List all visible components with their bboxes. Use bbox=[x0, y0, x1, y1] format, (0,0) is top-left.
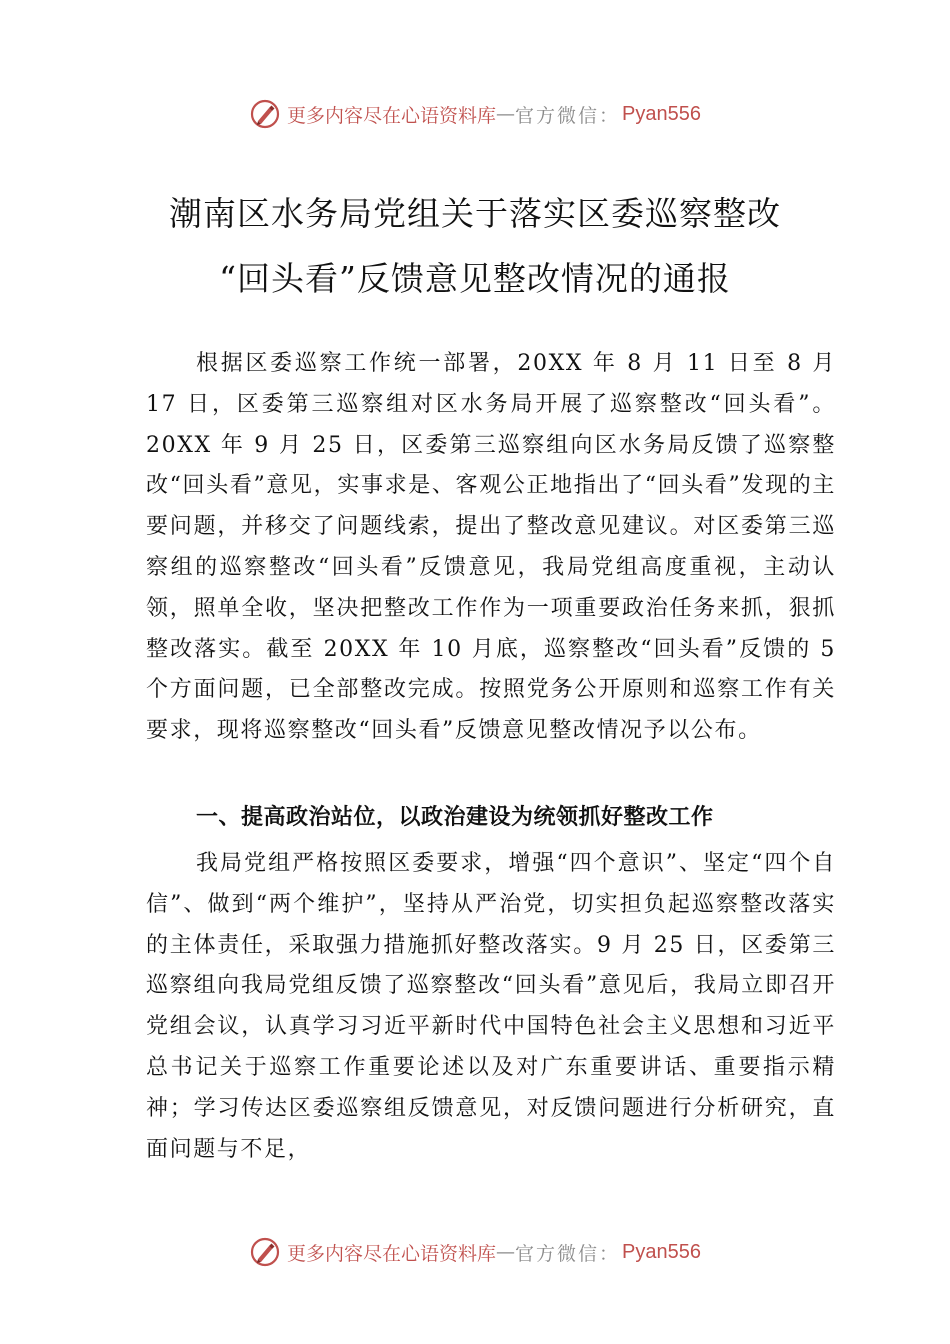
header-watermark-banner bbox=[0, 94, 950, 134]
document-title-line-1: 潮南区水务局党组关于落实区委巡察整改 bbox=[169, 194, 781, 233]
banner-wechat-id: Pyan556 bbox=[622, 102, 701, 125]
banner-colon: ： bbox=[599, 104, 619, 127]
banner-wechat-id: Pyan556 bbox=[622, 1240, 701, 1263]
banner-wechat-label: 官方微信 bbox=[515, 1242, 600, 1265]
banner-brand-text: 更多内容尽在心语资料库 bbox=[286, 1242, 496, 1265]
banner-colon: ： bbox=[599, 1242, 619, 1265]
banner-separator: — bbox=[496, 1241, 515, 1263]
banner-brand-text: 更多内容尽在心语资料库 bbox=[286, 104, 496, 127]
body-paragraph-1: 根据区委巡察工作统一部署，20XX 年 8 月 11 日至 8 月 17 日，区委第三巡察组对区水务局开展了巡察整改“回头看”。20XX 年 9 月 25 日，区委第三巡察组向区水务局反馈了巡察整改“回头看”意见，实事求是、客观公正地指出了“回头看”发现的主要问题，并移交了问题线索，提出了整改意见建议。对区委第三巡察组的巡察整改“回头看”反馈意见，我局党组高度重视，主动认领，照单全收，坚决把整改工作作为一项重要政治任务来抓，狠抓整改落实。截至 20XX 年 10 月底，巡察整改“回头看”反馈的 5 个方面问题，已全部整改完成。按照党务公开原则和巡察工作有关要求，现将巡察整改“回头看”反馈意见整改情况予以公布。 bbox=[146, 351, 836, 744]
pen-logo-icon bbox=[249, 1236, 281, 1268]
banner-wechat-label: 官方微信 bbox=[515, 104, 600, 127]
footer-watermark-banner bbox=[0, 1232, 950, 1272]
banner-separator: — bbox=[496, 103, 515, 125]
body-paragraph-2: 我局党组严格按照区委要求，增强“四个意识”、坚定“四个自信”、做到“两个维护”，坚持从严治党，切实担负起巡察整改落实的主体责任，采取强力措施抓好整改落实。9 月 25 日，区委第三巡察组向我局党组反馈了巡察整改“回头看”意见后，我局立即召开党组会议，认真学习习近平新时代中国特色社会主义思想和习近平总书记关于巡察工作重要论述以及对广东重要讲话、重要指示精神；学习传达区委巡察组反馈意见，对反馈问题进行分析研究，直面问题与不足， bbox=[146, 851, 836, 1162]
document-title-line-2: “回头看”反馈意见整改情况的通报 bbox=[219, 259, 731, 298]
pen-logo-icon bbox=[249, 98, 281, 130]
section-1-heading: 一、提高政治站位，以政治建设为统领抓好整改工作 bbox=[196, 805, 714, 830]
